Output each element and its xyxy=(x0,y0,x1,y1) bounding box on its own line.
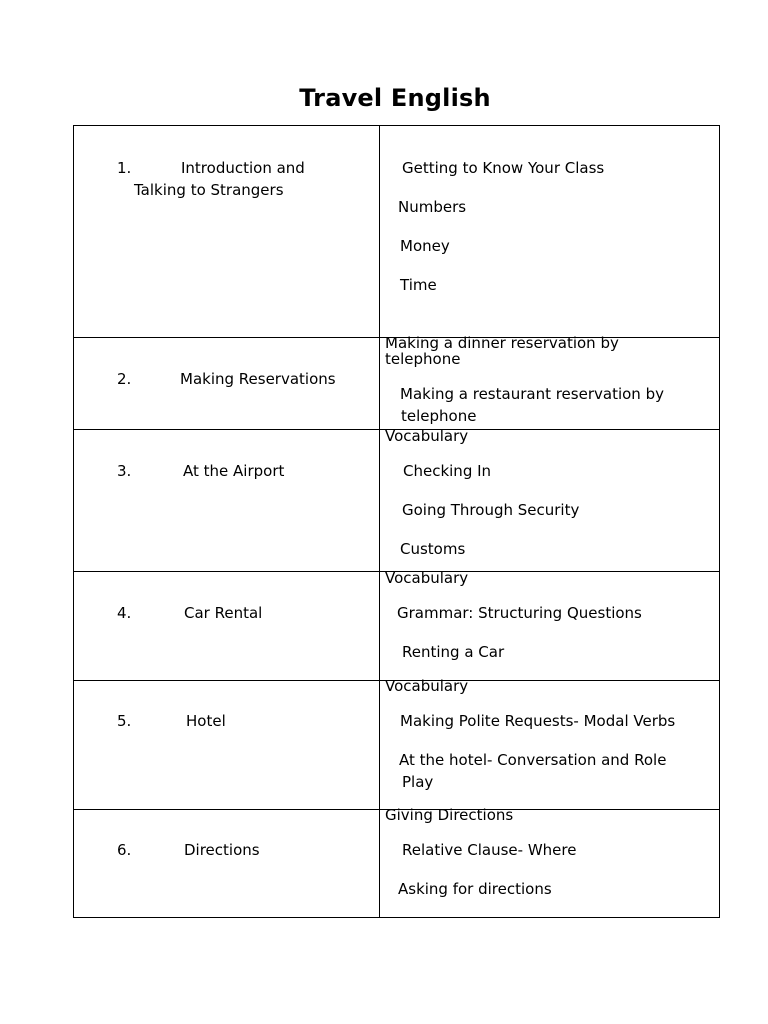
unit-topic: At the hotel- Conversation and Role xyxy=(399,751,667,769)
unit-title: Directions xyxy=(184,841,260,859)
unit-topic: Vocabulary xyxy=(385,427,469,445)
unit-title: Introduction and xyxy=(181,159,305,177)
unit-topic: Vocabulary xyxy=(385,677,469,695)
unit-topic: Getting to Know Your Class xyxy=(402,159,605,177)
unit-topic: Making a restaurant reservation by xyxy=(400,385,664,403)
unit-topic: Money xyxy=(400,237,450,255)
unit-topic: Asking for directions xyxy=(398,880,552,898)
unit-topic: Making a dinner reservation by xyxy=(385,334,619,352)
unit-topic: Going Through Security xyxy=(402,501,580,519)
unit-topic: Numbers xyxy=(398,198,467,216)
unit-topic: telephone xyxy=(401,407,477,425)
unit-topic: Checking In xyxy=(403,462,492,480)
unit-title: At the Airport xyxy=(183,462,285,480)
unit-topic: Renting a Car xyxy=(402,643,505,661)
unit-number: 4. xyxy=(117,604,132,622)
unit-topic: Time xyxy=(400,276,437,294)
unit-topic: Play xyxy=(402,773,434,791)
curriculum-table xyxy=(73,125,720,918)
unit-topic: Grammar: Structuring Questions xyxy=(397,604,642,622)
column-divider xyxy=(379,126,380,917)
unit-number: 1. xyxy=(117,159,132,177)
unit-topic: Relative Clause- Where xyxy=(402,841,577,859)
unit-topic: Customs xyxy=(400,540,466,558)
unit-title: Talking to Strangers xyxy=(134,181,284,199)
unit-topic: Making Polite Requests- Modal Verbs xyxy=(400,712,676,730)
unit-topic: Vocabulary xyxy=(385,569,469,587)
unit-topic: Giving Directions xyxy=(385,806,514,824)
unit-number: 5. xyxy=(117,712,132,730)
unit-title: Making Reservations xyxy=(180,370,336,388)
unit-number: 2. xyxy=(117,370,132,388)
unit-topic: telephone xyxy=(385,350,461,368)
unit-title: Hotel xyxy=(186,712,226,730)
unit-number: 6. xyxy=(117,841,132,859)
page-title: Travel English xyxy=(299,84,491,112)
unit-number: 3. xyxy=(117,462,132,480)
unit-title: Car Rental xyxy=(184,604,263,622)
